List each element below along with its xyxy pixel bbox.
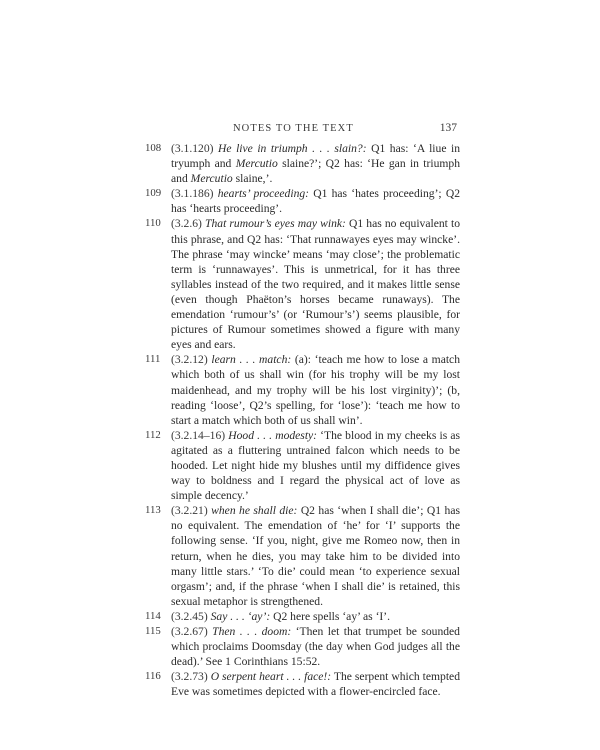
note-109 [145, 186, 460, 216]
note-lemma: when he shall die: [211, 504, 298, 518]
note-text: Q1 has: ‘A liue in tryumph and [171, 142, 461, 171]
note-text: slaine,’. [235, 172, 273, 186]
note-115 [145, 624, 460, 669]
note-number: 110 [145, 217, 161, 230]
note-reference: (3.2.6) [171, 217, 202, 231]
note-number: 109 [145, 187, 162, 200]
note-reference: (3.2.21) [171, 504, 208, 518]
note-lemma: Say . . . ‘ay’: [210, 609, 271, 623]
note-112 [145, 428, 460, 503]
note-reference: (3.1.120) [171, 142, 214, 155]
note-111 [145, 352, 460, 427]
note-text: The serpent which tempted Eve was sometimes depicted with a flower-encircled face. [171, 670, 460, 699]
note-text: Q2 has ‘when I shall die’; Q1 has no equivalent. The emendation of ‘he’ for ‘I’ supports the following sense. ‘If you, night, give me Romeo now, then in return, when he dies, you may take him to be divided into many little stars.’ ‘To die’ could mean ‘to experience sexual orgasm’; and, if the phrase ‘when I shall die’ is retained, this sexual metaphor is strengthened. [171, 504, 460, 608]
note-italic-name: Mercutio [235, 157, 278, 171]
note-reference: (3.2.12) [171, 353, 208, 367]
note-number: 113 [145, 504, 161, 517]
note-number: 108 [145, 142, 162, 154]
note-reference: (3.2.67) [171, 625, 208, 638]
note-number: 114 [145, 609, 161, 622]
page-number: 137 [439, 122, 457, 134]
note-reference: (3.1.186) [171, 187, 214, 201]
note-113 [145, 503, 460, 609]
note-number: 112 [145, 428, 161, 441]
note-lemma: He live in triumph . . . slain?: [218, 142, 367, 155]
note-reference: (3.2.14–16) [171, 428, 226, 442]
note-text: slaine?’; Q2 has: ‘He gan in triumph and [171, 157, 460, 186]
note-text: ‘Then let that trumpet be sounded which proclaims Doomsday (the day when God judges all the dead).’ See 1 Corinthians 15:52. [171, 625, 460, 669]
note-text: ‘The blood in my cheeks is as agitated as a fluttering untrained falcon which needs to be hooded. Let night hide my blushes until my diffidence gives way to boldness and I regard the physical act of love as simple decency.’ [171, 428, 460, 503]
note-lemma: hearts’ proceeding: [217, 187, 310, 201]
note-lemma: That rumour’s eyes may wink: [205, 217, 346, 231]
note-text: Q1 has ‘hates proceeding’; Q2 has ‘hearts proceeding’. [171, 187, 460, 216]
note-text: Q1 has no equivalent to this phrase, and Q2 has: ‘That runnawayes eyes may wincke’. The phrase ‘may wincke’ means ‘may close’; the problematic term is ‘runnawayes’. This is unmetrical, for it has three syllables instead of the two required, and it makes little sense (even though Phaëton’s horses became runaways). The emendation ‘rumour’s’ (or ‘Rumour’s’) seems plausible, for pictures of Rumour sometimes showed a figure with many eyes and ears. [171, 217, 460, 352]
note-italic-name: Mercutio [190, 172, 233, 186]
note-number: 115 [145, 625, 161, 637]
running-head [145, 123, 457, 139]
note-lemma: learn . . . match: [211, 353, 292, 367]
note-110 [145, 216, 460, 352]
note-number: 111 [145, 353, 161, 366]
note-108 [145, 141, 460, 186]
notes-list [145, 141, 460, 699]
note-116 [145, 669, 460, 699]
running-title: NOTES TO THE TEXT [233, 123, 354, 134]
note-lemma: Hood . . . modesty: [228, 428, 318, 442]
note-text: (a): ‘teach me how to lose a match which both of us shall win (for his trophy will be my lost maidenhead, and my trophy will be his lost virginity)’; (b, reading ‘loose’, Q2’s spelling, for ‘lose’): ‘teach me how to start a match which both of us shall win’. [171, 353, 460, 427]
note-lemma: Then . . . doom: [212, 625, 292, 638]
note-reference: (3.2.73) [171, 670, 208, 684]
note-text: Q2 here spells ‘ay’ as ‘I’. [273, 609, 391, 623]
note-number: 116 [145, 670, 161, 683]
note-reference: (3.2.45) [171, 609, 208, 623]
note-114 [145, 609, 460, 624]
note-lemma: O serpent heart . . . face!: [210, 670, 332, 684]
